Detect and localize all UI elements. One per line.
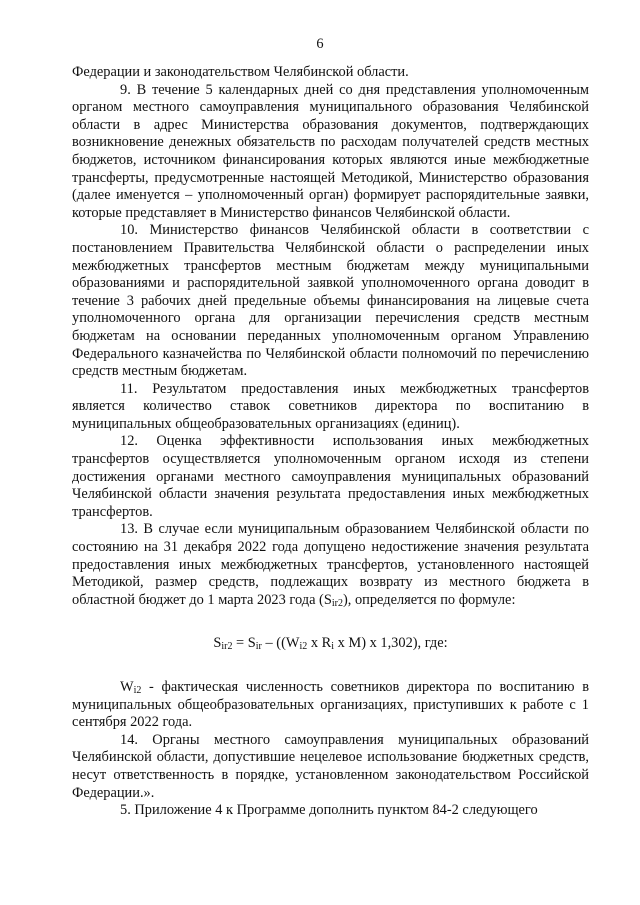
formula-tail: x M) x 1,302), где: <box>334 635 448 652</box>
w-text: - фактическая численность советников директора по воспитанию в муниципальных общеобразовательных организациях, приступивших к работе с 1 сентября 2022 года. <box>72 679 589 731</box>
formula-r-sub: i <box>331 641 335 653</box>
formula-w-sub: i2 <box>299 641 308 653</box>
paragraph-13 <box>72 521 589 609</box>
formula-mid1: – ((W <box>261 635 300 652</box>
formula-eq: = S <box>232 635 256 652</box>
w-label: W <box>120 679 134 695</box>
formula <box>72 635 589 653</box>
paragraph-13-subscript: ir2 <box>331 597 343 609</box>
formula-s1: S <box>213 635 222 652</box>
paragraph-w-definition <box>72 679 589 732</box>
formula-s1-sub: ir2 <box>221 641 233 653</box>
paragraph-continuation: Федерации и законодательством Челябинской области. <box>72 64 409 80</box>
paragraph-9: 9. В течение 5 календарных дней со дня представления уполномоченным органом местного самоуправления муниципального образования Челябинской области в адрес Министерства образования документов, подтверждающих возникновение денежных обязательств по расходам получателей средств местных бюджетов, источником финансирования которых являются иные межбюджетные трансферты, предусмотренные настоящей Методикой, Министерство образования (далее именуется – уполномоченный орган) формирует распорядительные заявки, которые представляет в Министерство финансов Челябинской области. <box>72 81 589 221</box>
page-number: 6 <box>316 36 324 52</box>
formula-mid2: x R <box>307 635 332 652</box>
document-body <box>72 64 589 820</box>
paragraph-12: 12. Оценка эффективности использования иных межбюджетных трансфертов осуществляется уполномоченным органом исходя из степени достижения органами местного самоуправления муниципальных образований Челябинской области значения результата предоставления иных межбюджетных трансфертов. <box>72 433 589 520</box>
paragraph-14: 14. Органы местного самоуправления муниципальных образований Челябинской области, допустившие нецелевое использование бюджетных средств, несут ответственность в порядке, установленном законодательством Российской Федерации.». <box>72 731 589 801</box>
paragraph-13-part-a: 13. В случае если муниципальным образованием Челябинской области по состоянию на 31 декабря 2022 года допущено недостижение значения результата предоставления иных межбюджетных трансфертов, установленного настоящей Методикой, размер средств, подлежащих возврату из местного бюджета в областной бюджет до 1 марта 2023 года (S <box>72 521 589 608</box>
paragraph-10: 10. Министерство финансов Челябинской области в соответствии с постановлением Правительства Челябинской области о распределении иных межбюджетных трансфертов местным бюджетам между муниципальными образованиями и распорядительной заявкой уполномоченного органа доводит в течение 3 рабочих дней предельные объемы финансирования на лицевые счета уполномоченного органа для организации перечисления средств местным бюджетам на основании переданных уполномоченным органом Управлению Федерального казначейства по Челябинской области полномочий по перечислению средств местным бюджетам. <box>72 222 589 380</box>
paragraph-13-part-b: ), определяется по формуле: <box>342 591 516 608</box>
formula-s2-sub: ir <box>255 641 262 653</box>
paragraph-5: 5. Приложение 4 к Программе дополнить пунктом 84-2 следующего <box>120 802 538 819</box>
w-subscript: i2 <box>133 685 142 696</box>
paragraph-11: 11. Результатом предоставления иных межбюджетных трансфертов является количество ставок советников директора по воспитанию в муниципальных общеобразовательных организациях (единиц). <box>72 380 589 432</box>
